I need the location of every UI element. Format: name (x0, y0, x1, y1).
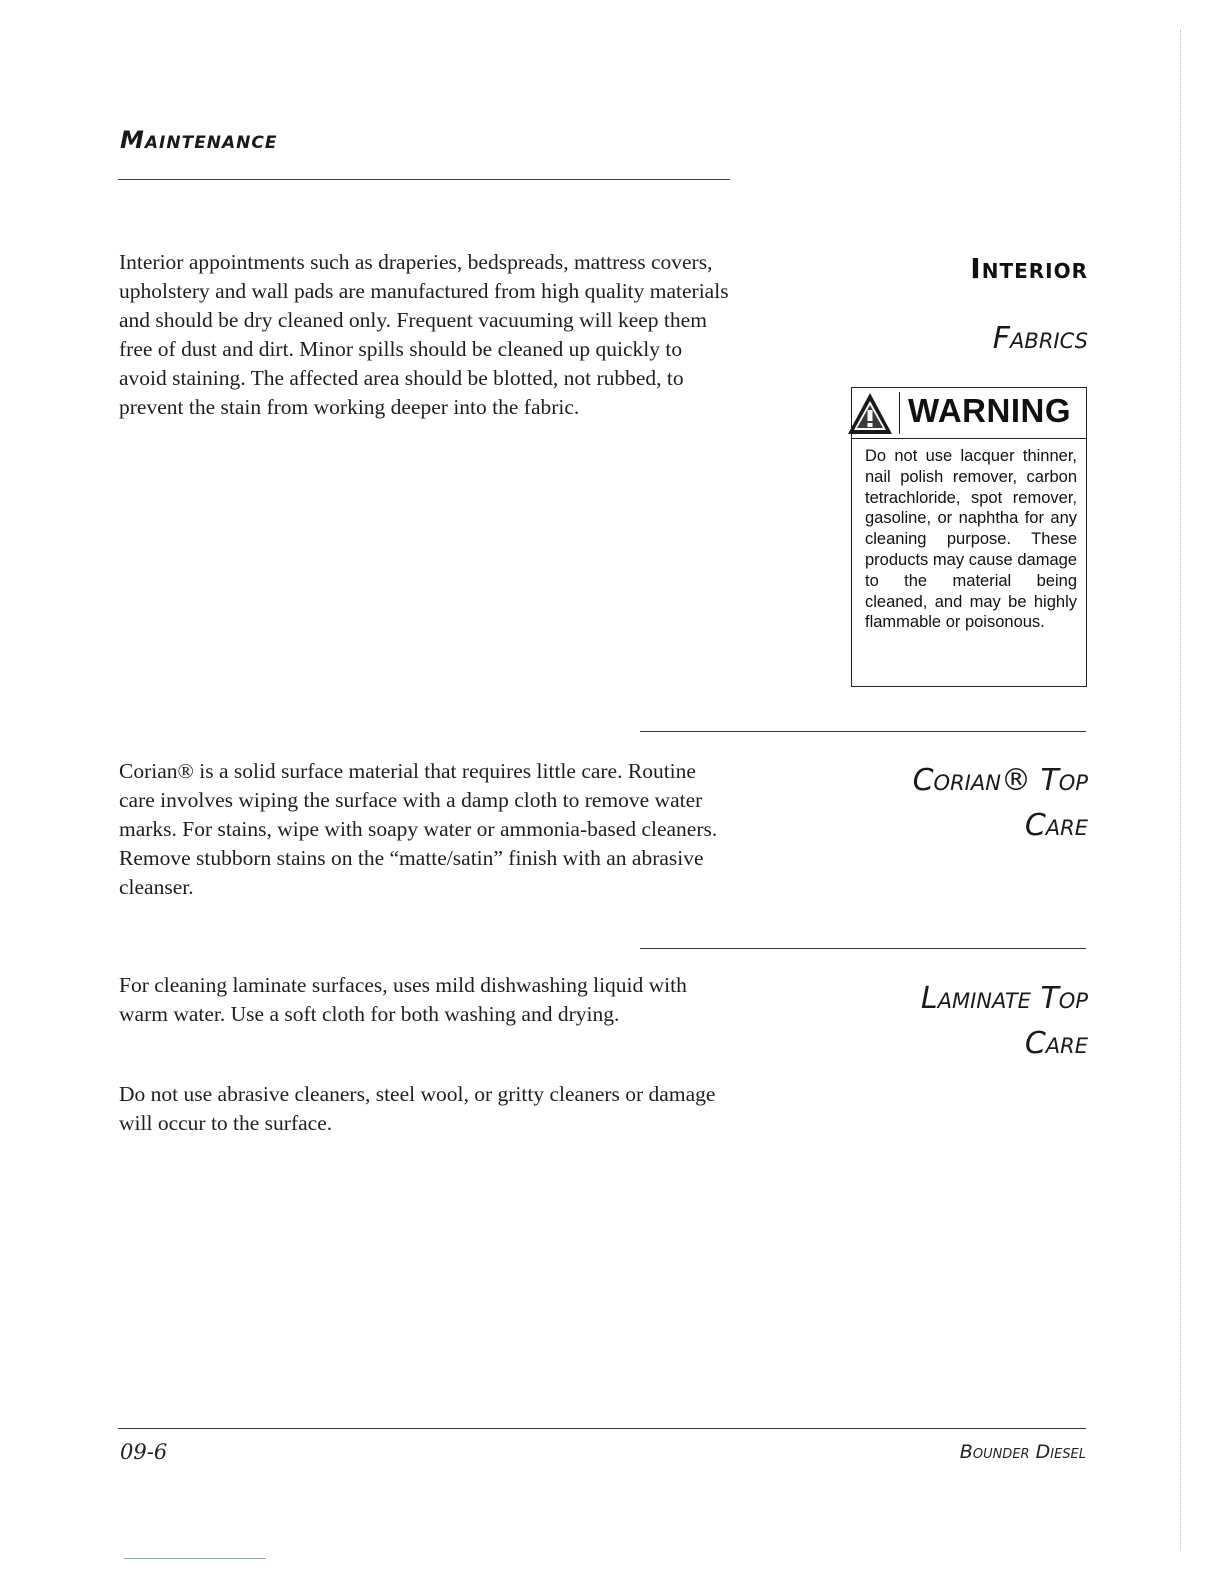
warning-triangle-icon (846, 390, 894, 436)
section-rule-corian (640, 731, 1086, 732)
corian-heading-line2: Care (1024, 808, 1088, 843)
laminate-heading-line2: Care (1024, 1026, 1088, 1061)
fabrics-heading: Fabrics (992, 321, 1088, 356)
header-rule (118, 179, 730, 180)
interior-heading: Interior (970, 252, 1088, 285)
warning-header-divider (899, 392, 900, 434)
corian-heading-line1: Corian® Top (912, 763, 1088, 798)
scan-bottom-line (124, 1558, 266, 1559)
footer-rule (118, 1428, 1086, 1429)
warning-title: WARNING (908, 392, 1071, 429)
section-rule-laminate (640, 948, 1086, 949)
page-header-title: Maintenance (120, 126, 278, 154)
laminate-body-paragraph-2: Do not use abrasive cleaners, steel wool, or gritty cleaners or damage will occur to the surface. (119, 1082, 716, 1135)
scan-edge-line (1180, 30, 1181, 1550)
warning-header (852, 388, 1086, 439)
warning-box (851, 387, 1087, 687)
laminate-body-paragraph-1: For cleaning laminate surfaces, uses mild dishwashing liquid with warm water. Use a soft cloth for both washing and drying. (119, 973, 687, 1026)
footer-document-title: Bounder Diesel (959, 1441, 1086, 1463)
laminate-heading-line1: Laminate Top (920, 981, 1088, 1016)
page-number: 09-6 (120, 1440, 168, 1464)
corian-body: Corian® is a solid surface material that requires little care. Routine care involves wiping the surface with a damp cloth to remove water marks. For stains, wipe with soapy water or ammonia-based cleaners. Remove stubborn stains on the “matte/satin” finish with an abrasive cleanser. (119, 759, 718, 899)
interior-fabrics-body: Interior appointments such as draperies, bedspreads, mattress covers, upholstery and wall pads are manufactured from high quality materials and should be dry cleaned only. Frequent vacuuming will keep them free of dust and dirt. Minor spills should be cleaned up quickly to avoid staining. The affected area should be blotted, not rubbed, to prevent the stain from working deeper into the fabric. (119, 250, 729, 419)
warning-body: Do not use lacquer thinner, nail polish remover, carbon tetrachloride, spot remover, gasoline, or naphtha for any cleaning purpose. These products may cause damage to the material being cleaned, and may be highly flammable or poisonous. (865, 447, 1077, 632)
